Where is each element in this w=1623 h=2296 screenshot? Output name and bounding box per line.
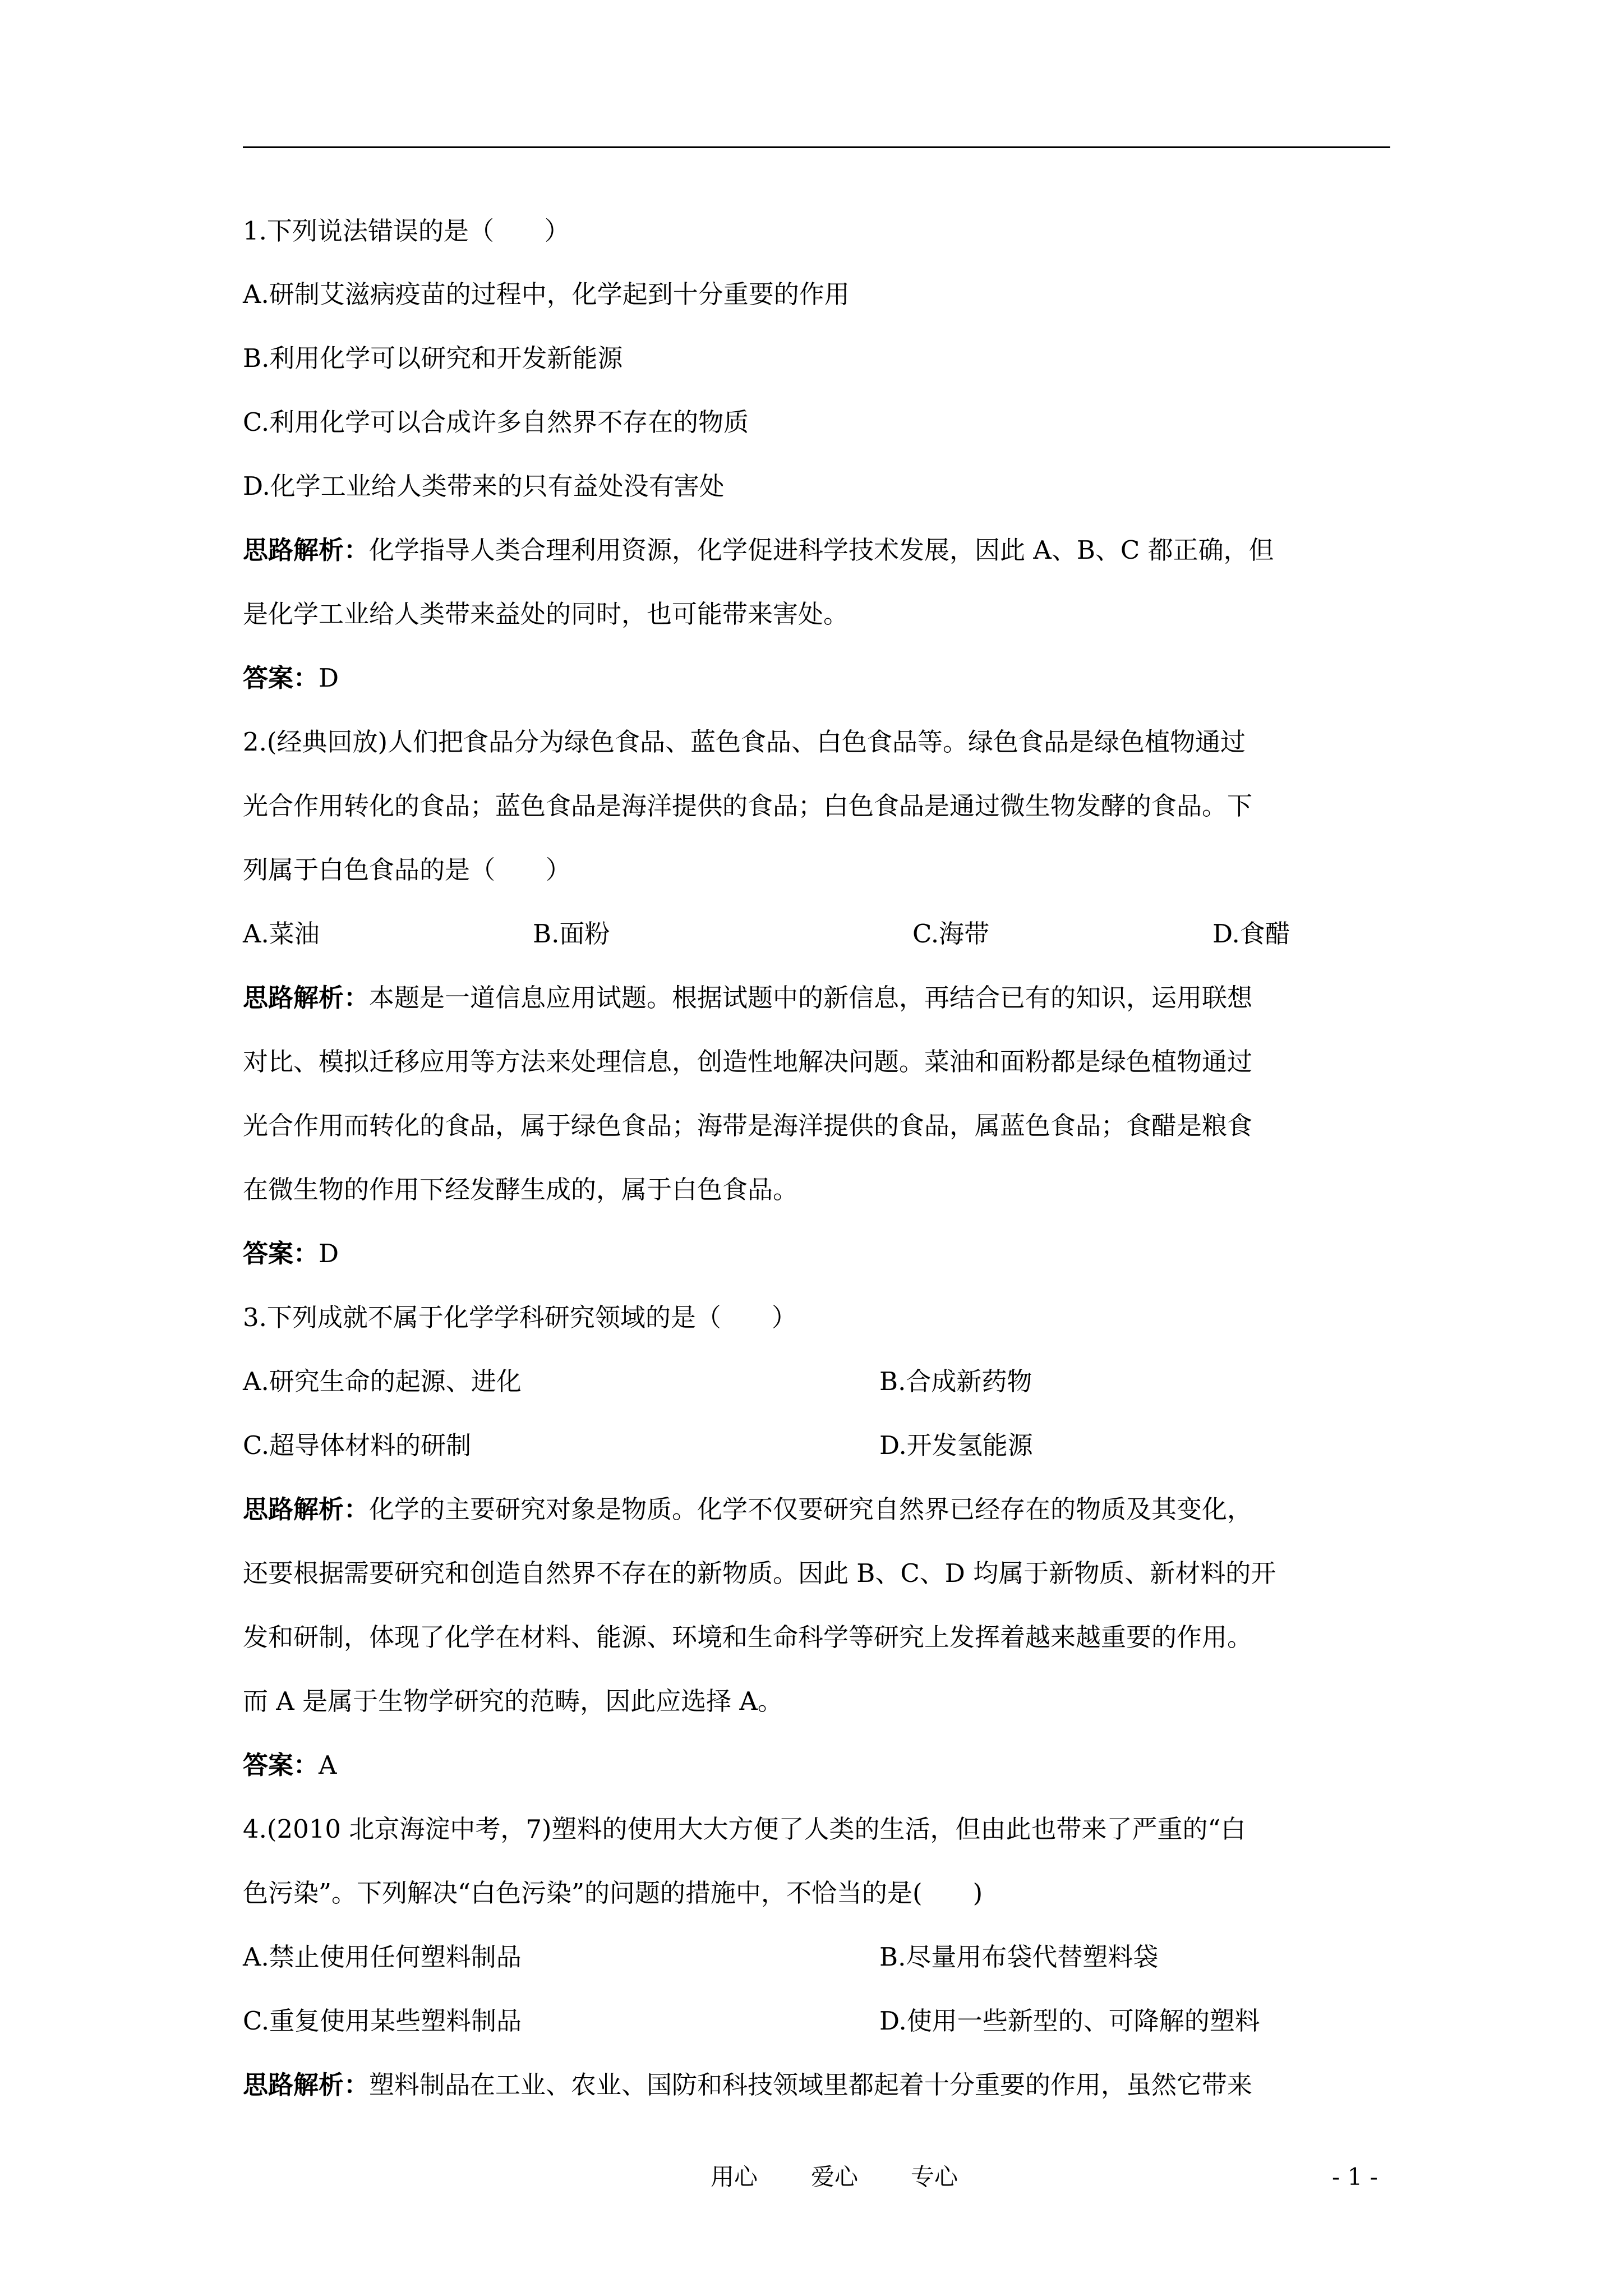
analysis-label: 思路解析： [243,2070,370,2100]
q4-option-c: C.重复使用某些塑料制品 [243,2006,522,2036]
answer-label: 答案： [243,1750,319,1780]
q1-option-d: D.化学工业给人类带来的只有益处没有害处 [243,471,725,501]
q1-option-a: A.研制艾滋病疫苗的过程中，化学起到十分重要的作用 [243,279,850,309]
q2-analysis-line-2: 对比、模拟迁移应用等方法来处理信息，创造性地解决问题。菜油和面粉都是绿色植物通过 [243,1047,1253,1076]
q2-analysis-line-1 [243,981,1252,1015]
q1-analysis-line-2: 是化学工业给人类带来益处的同时，也可能带来害处。 [243,599,849,629]
q4-option-b: B.尽量用布袋代替塑料袋 [879,1942,1159,1972]
q3-option-c: C.超导体材料的研制 [243,1430,472,1460]
q3-analysis-line-3: 发和研制，体现了化学在材料、能源、环境和生命科学等研究上发挥着越来越重要的作用。 [243,1622,1253,1652]
q3-answer [243,1749,337,1782]
q3-option-a: A.研究生命的起源、进化 [243,1366,522,1396]
q3-option-d: D.开发氢能源 [879,1430,1033,1460]
q3-stem: 3.下列成就不属于化学学科研究领域的是（ ） [243,1303,797,1332]
footer-motto-3: 专心 [911,2163,958,2191]
footer-motto-2: 爱心 [811,2163,859,2191]
q4-options-row-1 [243,1940,1390,1974]
q4-option-a: A.禁止使用任何塑料制品 [243,1942,522,1972]
q1-answer [243,661,339,695]
answer-value: A [319,1750,337,1780]
analysis-label: 思路解析： [243,535,370,565]
q3-analysis-line-2: 还要根据需要研究和创造自然界不存在的新物质。因此 B、C、D 均属于新物质、新材料的开 [243,1558,1276,1588]
q4-stem-line-2: 色污染”。下列解决“白色污染”的问题的措施中，不恰当的是( ) [243,1878,983,1908]
answer-label: 答案： [243,663,319,693]
q2-stem-line-1: 2.(经典回放)人们把食品分为绿色食品、蓝色食品、白色食品等。绿色食品是绿色植物通过 [243,727,1246,757]
q2-answer [243,1237,339,1271]
analysis-text: 化学指导人类合理利用资源，化学促进科学技术发展，因此 A、B、C 都正确，但 [369,535,1274,565]
q4-options-row-2 [243,2004,1390,2038]
analysis-label: 思路解析： [243,983,370,1013]
q1-option-b: B.利用化学可以研究和开发新能源 [243,343,623,373]
q3-options-row-1 [243,1365,1390,1398]
q3-analysis-line-4: 而 A 是属于生物学研究的范畴，因此应选择 A。 [243,1686,783,1716]
answer-value: D [319,1239,339,1268]
q2-analysis-line-3: 光合作用而转化的食品，属于绿色食品；海带是海洋提供的食品，属蓝色食品；食醋是粮食 [243,1111,1253,1140]
q3-analysis-line-1 [243,1493,1252,1526]
analysis-text: 本题是一道信息应用试题。根据试题中的新信息，再结合已有的知识，运用联想 [369,983,1253,1013]
q2-stem-line-2: 光合作用转化的食品；蓝色食品是海洋提供的食品；白色食品是通过微生物发酵的食品。下 [243,791,1253,821]
q2-option-b: B.面粉 [533,919,610,949]
q4-option-d: D.使用一些新型的、可降解的塑料 [879,2006,1260,2036]
q1-stem: 1.下列说法错误的是（ ） [243,216,570,246]
q2-options-row [243,917,1390,951]
q1-option-c: C.利用化学可以合成许多自然界不存在的物质 [243,407,749,437]
q2-option-c: C.海带 [912,919,990,949]
q2-analysis-line-4: 在微生物的作用下经发酵生成的，属于白色食品。 [243,1175,799,1204]
q2-option-a: A.菜油 [243,919,320,949]
q1-analysis-line-1 [243,533,1274,567]
q4-analysis-line-1 [243,2068,1252,2102]
q2-option-d: D.食醋 [1212,919,1290,949]
q3-option-b: B.合成新药物 [879,1366,1032,1396]
q4-stem-line-1: 4.(2010 北京海淀中考，7)塑料的使用大大方便了人类的生活，但由此也带来了严重的“白 [243,1814,1246,1844]
answer-label: 答案： [243,1239,319,1268]
answer-value: D [319,663,339,693]
analysis-text: 化学的主要研究对象是物质。化学不仅要研究自然界已经存在的物质及其变化， [369,1494,1253,1524]
header-rule [243,146,1390,148]
page-number: - 1 - [1332,2163,1378,2191]
footer-motto-1: 用心 [711,2163,758,2191]
q2-stem-line-3: 列属于白色食品的是（ ） [243,855,571,885]
analysis-text: 塑料制品在工业、农业、国防和科技领域里都起着十分重要的作用，虽然它带来 [369,2070,1253,2100]
analysis-label: 思路解析： [243,1494,370,1524]
q3-options-row-2 [243,1429,1390,1462]
